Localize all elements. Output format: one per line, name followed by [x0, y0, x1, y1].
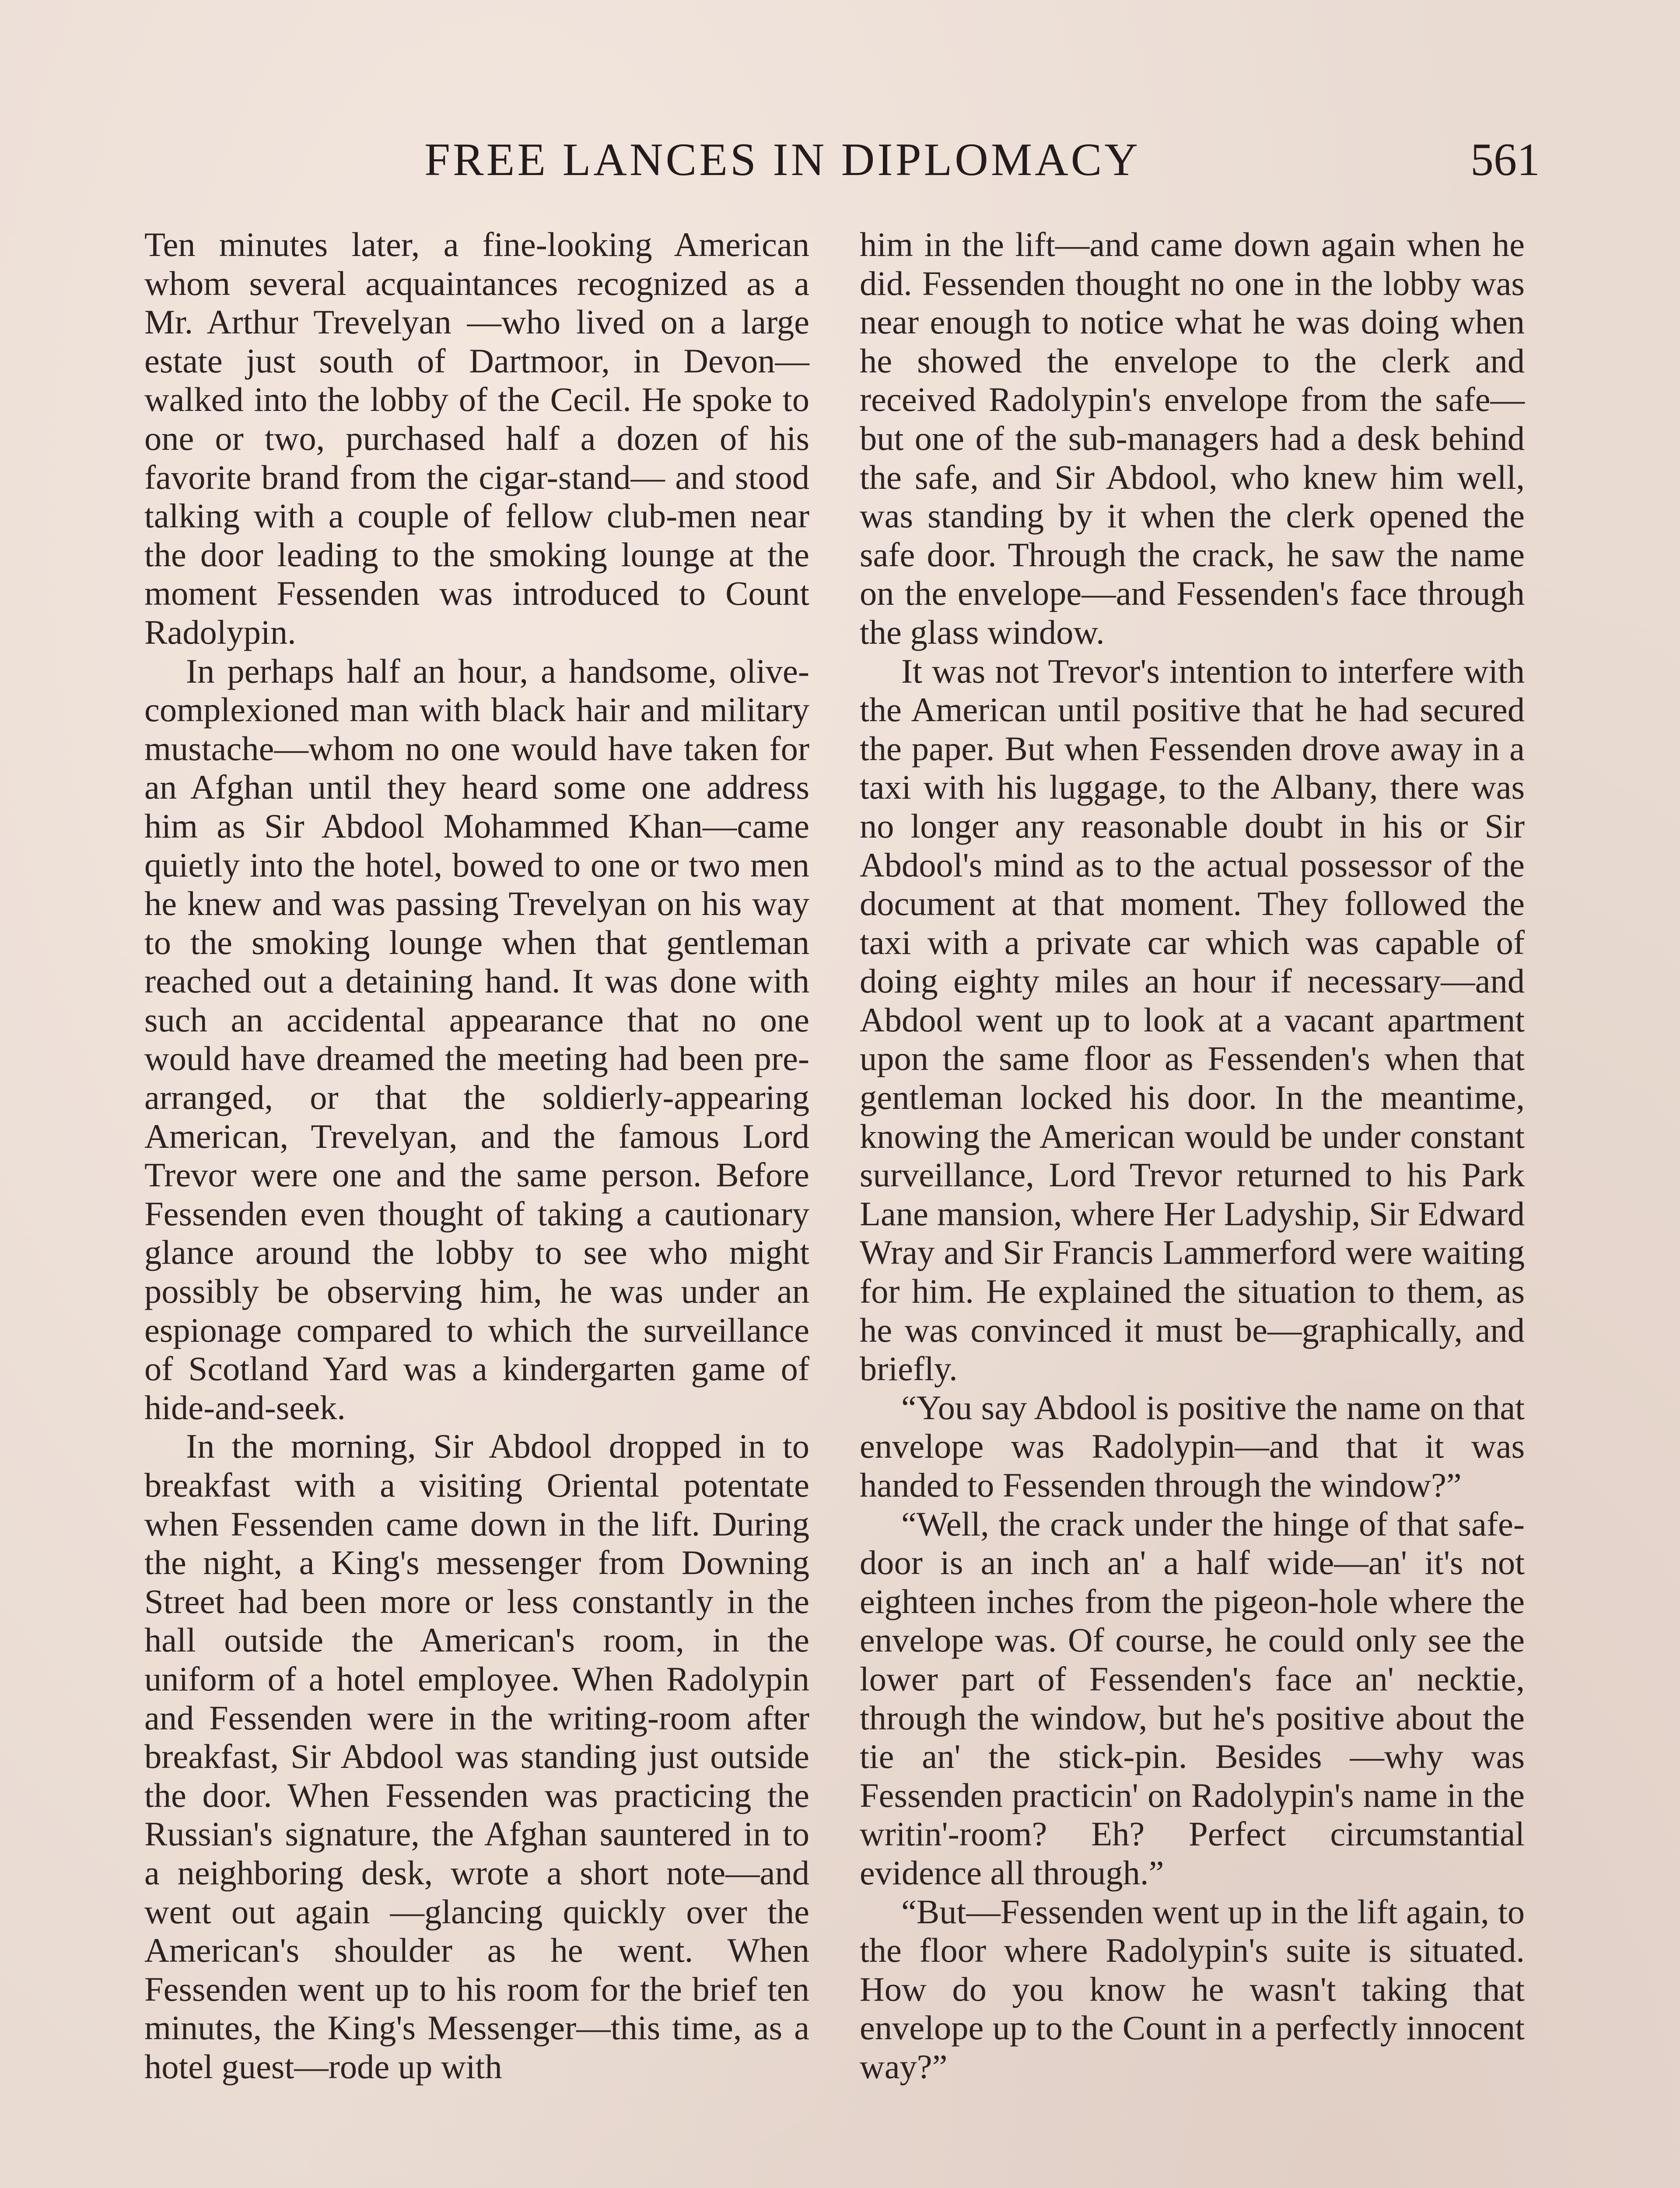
paragraph: In perhaps half an hour, a handsome, olive-complexioned man with black hair and military mustache—whom no one would have taken for an Afghan until they heard some one address him as Sir Abdool Mohammed Khan—came quietly into the hotel, bowed to one or two men he knew and was passing Trevelyan on his way to the smoking lounge when that gentleman reached out a detaining hand. It was done with such an accidental appearance that no one would have dreamed the meeting had been pre-arranged, or that the soldierly-appearing American, Trevelyan, and the famous Lord Trevor were one and the same person. Before Fessenden even thought of taking a cautionary glance around the lobby to see who might possibly be observing him, he was under an espionage compared to which the surveillance of Scotland Yard was a kindergarten game of hide-and-seek. [144, 652, 809, 1427]
page-number: 561 [1470, 134, 1540, 185]
paragraph: “But—Fessenden went up in the lift again, to the floor where Radolypin's suite is situated. How do you know he wasn't taking that envelope up to the Count in a perfectly innocent way?” [860, 1892, 1525, 2086]
paragraph: In the morning, Sir Abdool dropped in to breakfast with a visiting Oriental potentate when Fessenden came down in the lift. During the night, a King's messenger from Downing Street had been more or less constantly in the hall outside the American's room, in the uniform of a hotel employee. When Radolypin and Fessenden were in the writing-room after breakfast, Sir Abdool was standing just outside the door. When Fessenden was practicing the Russian's signature, the Afghan sauntered in to a neighboring desk, wrote a short note—and went out again —glancing quickly over the American's shoulder as he went. When Fessenden went up to his room for the brief ten minutes, the King's Messenger—this time, as a hotel guest—rode up with [144, 1427, 809, 2086]
right-column [860, 225, 1525, 2086]
running-title: FREE LANCES IN DIPLOMACY [424, 134, 1141, 185]
paragraph: It was not Trevor's intention to interfere with the American until positive that he had secured the paper. But when Fessenden drove away in a taxi with his luggage, to the Albany, there was no longer any reasonable doubt in his or Sir Abdool's mind as to the actual possessor of the document at that moment. They followed the taxi with a private car which was capable of doing eighty miles an hour if necessary—and Abdool went up to look at a vacant apartment upon the same floor as Fessenden's when that gentleman locked his door. In the meantime, knowing the American would be under constant surveillance, Lord Trevor returned to his Park Lane mansion, where Her Ladyship, Sir Edward Wray and Sir Francis Lammerford were waiting for him. He explained the situation to them, as he was convinced it must be—graphically, and briefly. [860, 652, 1525, 1388]
paragraph: Ten minutes later, a fine-looking American whom several acquaintances recognized as a Mr. Arthur Trevelyan —who lived on a large estate just south of Dartmoor, in Devon—walked into the lobby of the Cecil. He spoke to one or two, purchased half a dozen of his favorite brand from the cigar-stand— and stood talking with a couple of fellow club-men near the door leading to the smoking lounge at the moment Fessenden was introduced to Count Radolypin. [144, 225, 809, 651]
paragraph: “Well, the crack under the hinge of that safe-door is an inch an' a half wide—an' it's not eighteen inches from the pigeon-hole where the envelope was. Of course, he could only see the lower part of Fessenden's face an' necktie, through the window, but he's positive about the tie an' the stick-pin. Besides —why was Fessenden practicin' on Radolypin's name in the writin'-room? Eh? Perfect circumstantial evidence all through.” [860, 1504, 1525, 1892]
left-column [144, 225, 809, 2086]
running-head [149, 129, 1540, 190]
paragraph: “You say Abdool is positive the name on that envelope was Radolypin—and that it was handed to Fessenden through the window?” [860, 1388, 1525, 1504]
paragraph: him in the lift—and came down again when he did. Fessenden thought no one in the lobby was near enough to notice what he was doing when he showed the envelope to the clerk and received Radolypin's envelope from the safe— but one of the sub-managers had a desk behind the safe, and Sir Abdool, who knew him well, was standing by it when the clerk opened the safe door. Through the crack, he saw the name on the envelope—and Fessenden's face through the glass window. [860, 225, 1525, 651]
